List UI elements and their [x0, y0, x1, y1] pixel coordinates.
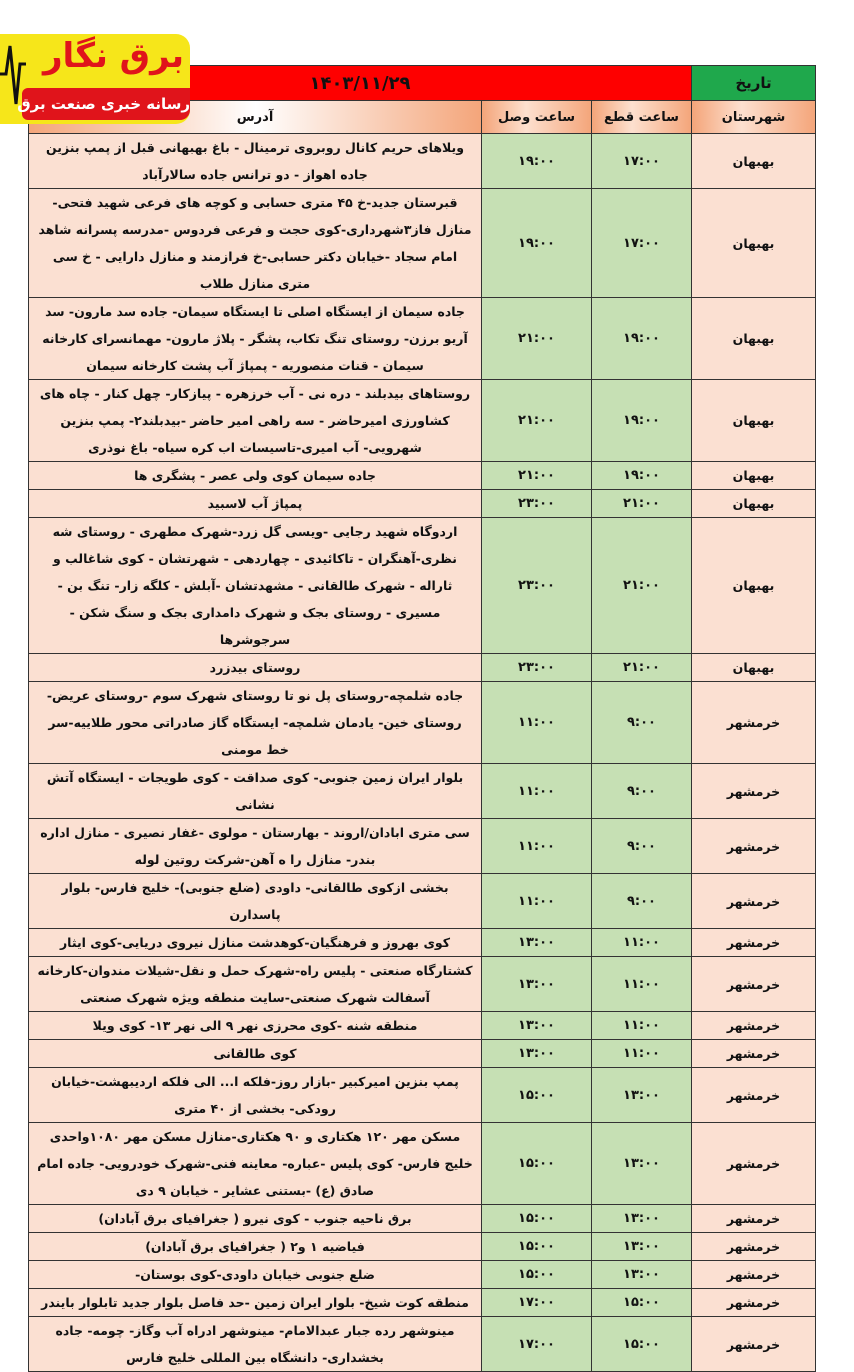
- off-time-cell: ۹:۰۰: [592, 682, 692, 764]
- off-time-cell: ۹:۰۰: [592, 764, 692, 819]
- city-cell: بهبهان: [692, 654, 816, 682]
- city-cell: خرمشهر: [692, 819, 816, 874]
- brand-logo: [0, 34, 190, 124]
- city-cell: بهبهان: [692, 490, 816, 518]
- on-time-cell: ۲۱:۰۰: [482, 298, 592, 380]
- off-time-cell: ۹:۰۰: [592, 874, 692, 929]
- address-cell: کوی طالقانی: [29, 1040, 482, 1068]
- off-time-cell: ۲۱:۰۰: [592, 654, 692, 682]
- off-time-cell: ۹:۰۰: [592, 819, 692, 874]
- city-cell: خرمشهر: [692, 764, 816, 819]
- on-time-cell: ۱۹:۰۰: [482, 189, 592, 298]
- city-cell: خرمشهر: [692, 874, 816, 929]
- address-cell: جاده شلمچه-روستای پل نو تا روستای شهرک سوم -روستای عریض-روستای خین- یادمان شلمچه- ایستگاه گاز صادراتی محور طلاییه-سر خط مومنی: [29, 682, 482, 764]
- city-cell: خرمشهر: [692, 929, 816, 957]
- off-time-cell: ۱۳:۰۰: [592, 1123, 692, 1205]
- logo-tagline: رسانه خبری صنعت برق: [22, 88, 190, 120]
- on-time-cell: ۱۳:۰۰: [482, 929, 592, 957]
- address-cell: قبرستان جدید-خ ۴۵ متری حسابی و کوچه های فرعی شهید فتحی- منازل فاز۳شهرداری-کوی حجت و فرعی فردوس -مدرسه پسرانه شاهد امام سجاد -خیابان دکتر حسابی-خ فرازمند و منازل دارایی - خ سی متری منازل طلاب: [29, 189, 482, 298]
- logo-brand-name: برق نگار: [42, 36, 184, 76]
- address-cell: سی متری ابادان/اروند - بهارستان - مولوی -غفار نصیری - منازل اداره بندر- منازل را ه آهن-شرکت روتین لوله: [29, 819, 482, 874]
- off-time-cell: ۱۱:۰۰: [592, 1040, 692, 1068]
- on-time-cell: ۲۱:۰۰: [482, 462, 592, 490]
- city-cell: خرمشهر: [692, 1233, 816, 1261]
- on-time-cell: ۲۳:۰۰: [482, 518, 592, 654]
- table-row: [29, 518, 816, 654]
- table-row: [29, 490, 816, 518]
- table-row: [29, 380, 816, 462]
- table-row: [29, 819, 816, 874]
- table-body: [29, 134, 816, 1372]
- table-row: [29, 1261, 816, 1289]
- city-cell: بهبهان: [692, 189, 816, 298]
- city-cell: خرمشهر: [692, 1317, 816, 1372]
- on-time-cell: ۱۱:۰۰: [482, 764, 592, 819]
- address-cell: برق ناحیه جنوب - کوی نیرو ( جغرافیای برق آبادان): [29, 1205, 482, 1233]
- off-time-cell: ۱۳:۰۰: [592, 1233, 692, 1261]
- table-row: [29, 764, 816, 819]
- address-cell: روستای بیدزرد: [29, 654, 482, 682]
- city-cell: بهبهان: [692, 298, 816, 380]
- on-time-cell: ۱۳:۰۰: [482, 1040, 592, 1068]
- on-time-cell: ۱۵:۰۰: [482, 1233, 592, 1261]
- on-time-cell: ۲۳:۰۰: [482, 654, 592, 682]
- date-label: تاریخ: [692, 66, 816, 101]
- off-time-cell: ۱۹:۰۰: [592, 298, 692, 380]
- on-time-cell: ۱۵:۰۰: [482, 1068, 592, 1123]
- address-cell: ضلع جنوبی خیابان داودی-کوی بوستان-: [29, 1261, 482, 1289]
- address-cell: جاده سیمان کوی ولی عصر - پشگری ها: [29, 462, 482, 490]
- column-header-off-time: ساعت قطع: [592, 101, 692, 134]
- city-cell: خرمشهر: [692, 1040, 816, 1068]
- city-cell: خرمشهر: [692, 1012, 816, 1040]
- off-time-cell: ۱۹:۰۰: [592, 380, 692, 462]
- on-time-cell: ۱۵:۰۰: [482, 1205, 592, 1233]
- table-row: [29, 929, 816, 957]
- address-cell: فیاضیه ۱ و۲ ( جغرافیای برق آبادان): [29, 1233, 482, 1261]
- off-time-cell: ۱۵:۰۰: [592, 1317, 692, 1372]
- off-time-cell: ۱۱:۰۰: [592, 957, 692, 1012]
- on-time-cell: ۱۱:۰۰: [482, 819, 592, 874]
- address-cell: جاده سیمان از ایستگاه اصلی تا ایستگاه سیمان- جاده سد مارون- سد آریو برزن- روستای تنگ تکاب، پشگر - پلاژ مارون- مهمانسرای کارخانه سیمان - قنات منصوریه - پمپاژ آب پشت کارخانه سیمان: [29, 298, 482, 380]
- city-cell: خرمشهر: [692, 1261, 816, 1289]
- off-time-cell: ۱۳:۰۰: [592, 1261, 692, 1289]
- city-cell: خرمشهر: [692, 1205, 816, 1233]
- column-header-address: آدرس: [29, 101, 482, 134]
- on-time-cell: ۲۳:۰۰: [482, 490, 592, 518]
- address-cell: مینوشهر رده جبار عبدالامام- مینوشهر ادراه آب وگاز- چومه- جاده بخشداری- دانشگاه بین المللی خلیج فارس: [29, 1317, 482, 1372]
- table-row: [29, 1040, 816, 1068]
- address-cell: بلوار ایران زمین جنوبی- کوی صداقت - کوی طویجات - ایستگاه آتش نشانی: [29, 764, 482, 819]
- address-cell: پمپاژ آب لاسبید: [29, 490, 482, 518]
- address-cell: منطقه کوت شیخ- بلوار ایران زمین -حد فاصل بلوار جدید تابلوار بایندر: [29, 1289, 482, 1317]
- address-cell: کوی بهروز و فرهنگیان-کوهدشت منازل نیروی دریایی-کوی ایثار: [29, 929, 482, 957]
- table-row: [29, 189, 816, 298]
- address-cell: منطقه شنه -کوی محرزی نهر ۹ الی نهر ۱۳- کوی ویلا: [29, 1012, 482, 1040]
- table-row: [29, 1317, 816, 1372]
- on-time-cell: ۱۹:۰۰: [482, 134, 592, 189]
- column-header-on-time: ساعت وصل: [482, 101, 592, 134]
- on-time-cell: ۱۱:۰۰: [482, 682, 592, 764]
- city-cell: بهبهان: [692, 462, 816, 490]
- on-time-cell: ۱۳:۰۰: [482, 1012, 592, 1040]
- address-cell: روستاهای بیدبلند - دره نی - آب خرزهره - پیازکار- چهل کنار - چاه های کشاورزی امیرحاضر - سه راهی امیر حاضر -بیدبلند۲- پمپ بنزین شهرویی- آب امیری-تاسیسات اب کره سیاه- باغ نوذری: [29, 380, 482, 462]
- off-time-cell: ۱۱:۰۰: [592, 1012, 692, 1040]
- off-time-cell: ۱۵:۰۰: [592, 1289, 692, 1317]
- on-time-cell: ۱۷:۰۰: [482, 1317, 592, 1372]
- on-time-cell: ۱۱:۰۰: [482, 874, 592, 929]
- city-cell: خرمشهر: [692, 682, 816, 764]
- table-row: [29, 462, 816, 490]
- address-cell: بخشی ازکوی طالقانی- داودی (ضلع جنوبی)- خلیج فارس- بلوار پاسدارن: [29, 874, 482, 929]
- off-time-cell: ۱۳:۰۰: [592, 1205, 692, 1233]
- address-cell: مسکن مهر ۱۲۰ هکتاری و ۹۰ هکتاری-منازل مسکن مهر ۱۰۸۰واحدی خلیج فارس- کوی پلیس -عباره- معاینه فنی-شهرک خودرویی- جاده امام صادق (ع) -بستنی عشایر - خیابان ۹ دی: [29, 1123, 482, 1205]
- off-time-cell: ۱۹:۰۰: [592, 462, 692, 490]
- city-cell: بهبهان: [692, 134, 816, 189]
- off-time-cell: ۱۷:۰۰: [592, 189, 692, 298]
- city-cell: بهبهان: [692, 518, 816, 654]
- table-row: [29, 134, 816, 189]
- on-time-cell: ۱۵:۰۰: [482, 1123, 592, 1205]
- address-cell: پمپ بنزین امیرکبیر -بازار روز-فلکه ا... الی فلکه اردیبهشت-خیابان رودکی- بخشی از ۴۰ متری: [29, 1068, 482, 1123]
- schedule-date: ۱۴۰۳/۱۱/۲۹: [29, 66, 692, 101]
- table-row: [29, 1068, 816, 1123]
- table-row: [29, 298, 816, 380]
- city-cell: بهبهان: [692, 380, 816, 462]
- off-time-cell: ۱۳:۰۰: [592, 1068, 692, 1123]
- on-time-cell: ۱۳:۰۰: [482, 957, 592, 1012]
- table-row: [29, 1012, 816, 1040]
- on-time-cell: ۱۷:۰۰: [482, 1289, 592, 1317]
- table-row: [29, 654, 816, 682]
- table-row: [29, 1123, 816, 1205]
- table-row: [29, 1233, 816, 1261]
- address-cell: کشتارگاه صنعتی - پلیس راه-شهرک حمل و نقل-شیلات مندوان-کارخانه آسفالت شهرک صنعتی-سایت منطقه ویژه شهرک صنعتی: [29, 957, 482, 1012]
- table-row: [29, 1205, 816, 1233]
- table-row: [29, 874, 816, 929]
- table-row: [29, 682, 816, 764]
- off-time-cell: ۲۱:۰۰: [592, 518, 692, 654]
- off-time-cell: ۱۱:۰۰: [592, 929, 692, 957]
- address-cell: اردوگاه شهید رجایی -ویسی گل زرد-شهرک مطهری - روستای شه نظری-آهنگران - تاکائیدی - چهاردهی - شهرتشان - کوی شاغالب و ثاراله - شهرک طالقانی - مشهدتشان -آبلش - کلگه زار- تنگ بن - مسیری - روستای بجک و شهرک دامداری بجک و سنگ شکن - سرجوشرها: [29, 518, 482, 654]
- city-cell: خرمشهر: [692, 957, 816, 1012]
- on-time-cell: ۲۱:۰۰: [482, 380, 592, 462]
- on-time-cell: ۱۵:۰۰: [482, 1261, 592, 1289]
- off-time-cell: ۲۱:۰۰: [592, 490, 692, 518]
- off-time-cell: ۱۷:۰۰: [592, 134, 692, 189]
- table-row: [29, 957, 816, 1012]
- address-cell: ویلاهای حریم کانال روبروی ترمینال - باغ بهبهانی قبل از پمپ بنزین جاده اهواز - دو ترانس جاده سالارآباد: [29, 134, 482, 189]
- city-cell: خرمشهر: [692, 1289, 816, 1317]
- outage-schedule-table: [28, 65, 816, 1372]
- city-cell: خرمشهر: [692, 1068, 816, 1123]
- table-row: [29, 1289, 816, 1317]
- city-cell: خرمشهر: [692, 1123, 816, 1205]
- column-header-city: شهرستان: [692, 101, 816, 134]
